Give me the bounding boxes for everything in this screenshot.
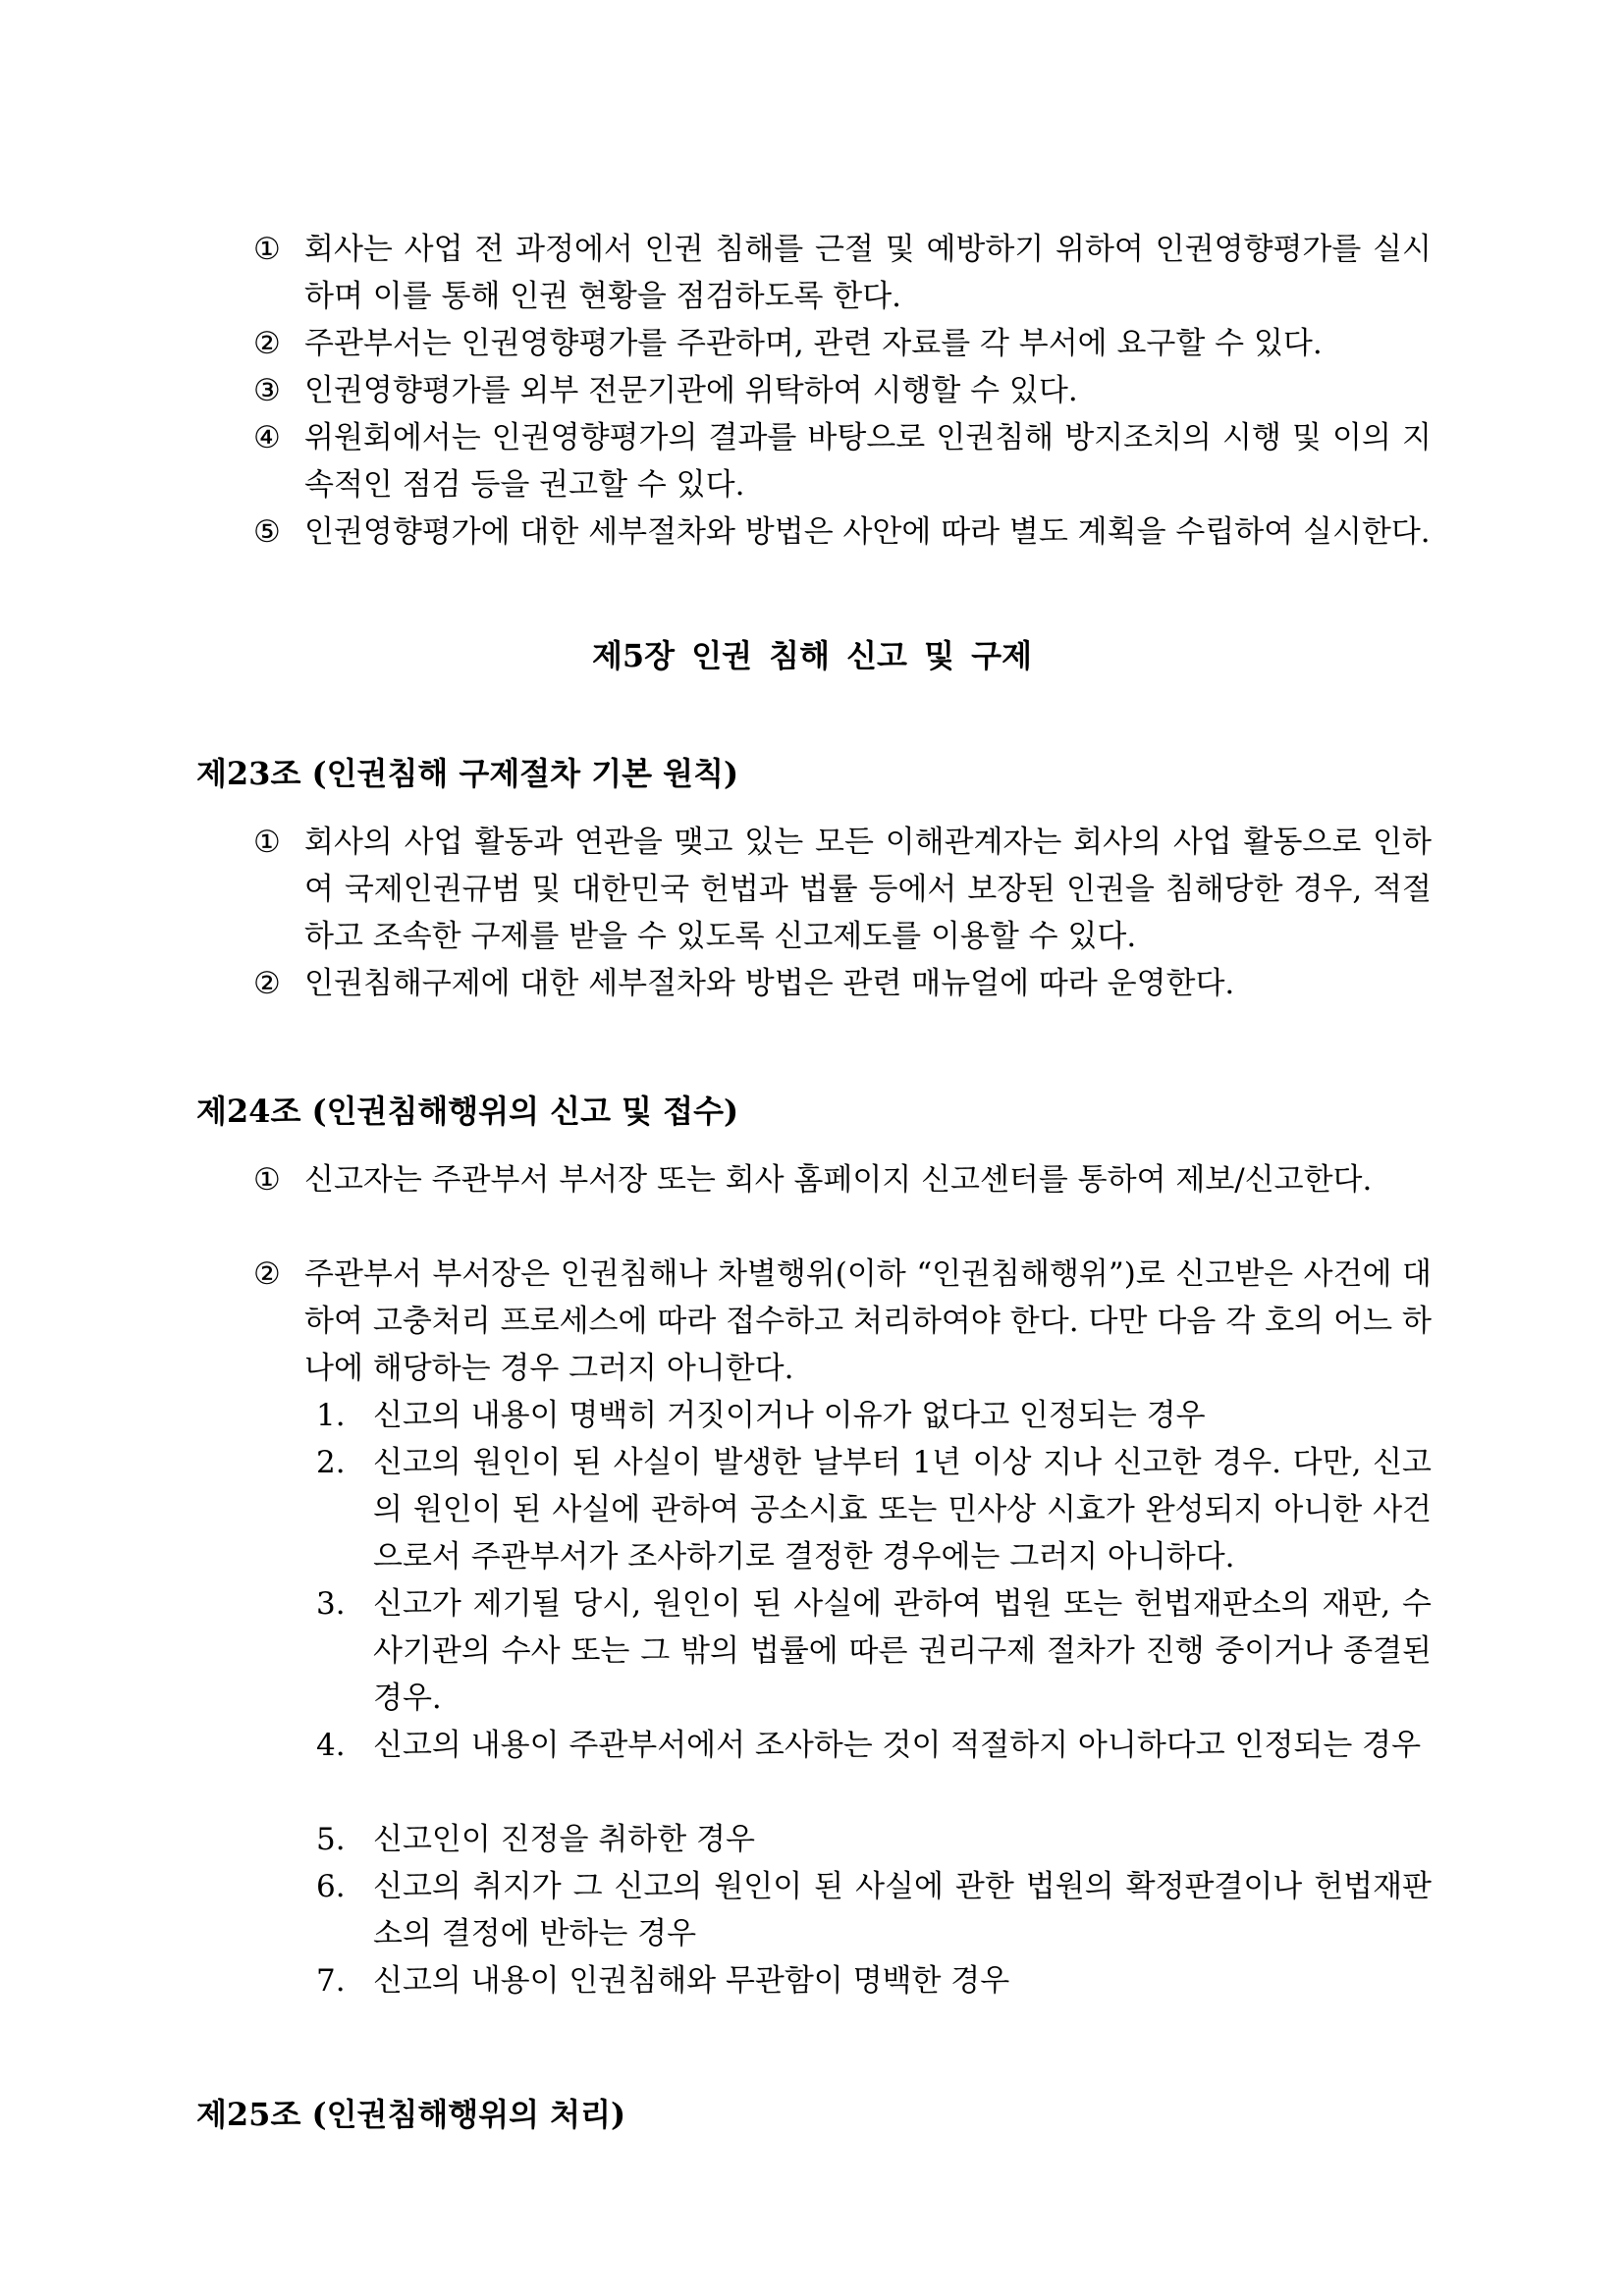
article-heading: 제24조 (인권침해행위의 신고 및 접수) (196, 1093, 739, 1130)
sub-item-text: 신고가 제기될 당시, 원인이 된 사실에 관하여 법원 또는 헌법재판소의 재판, 수사기관의 수사 또는 그 밖의 법률에 따른 권리구제 절차가 진행 중이거나 종결된 경우. (373, 1586, 1432, 1716)
item-marker: ② (253, 966, 281, 1001)
item-marker: ① (253, 1162, 281, 1198)
sub-item-text: 신고인이 진정을 취하한 경우 (373, 1822, 755, 1857)
sub-item-text: 신고의 취지가 그 신고의 원인이 된 사실에 관한 법원의 확정판결이나 헌법재판소의 결정에 반하는 경우 (373, 1869, 1432, 1951)
item-marker: ③ (253, 373, 281, 408)
item-marker: ① (253, 825, 281, 860)
item-marker: ⑤ (253, 514, 281, 550)
list-item (253, 414, 1432, 508)
item-marker: ② (253, 1256, 281, 1292)
sub-item-number: 2. (316, 1445, 346, 1480)
item-text: 회사의 사업 활동과 연관을 맺고 있는 모든 이해관계자는 회사의 사업 활동으로 인하여 국제인권규범 및 대한민국 헌법과 법률 등에서 보장된 인권을 침해당한 경우, 적절하고 조속한 구제를 받을 수 있도록 신고제도를 이용할 수 있다. (304, 825, 1432, 954)
list-item (253, 320, 1432, 367)
item-text: 인권영향평가에 대한 세부절차와 방법은 사안에 따라 별도 계획을 수립하여 실시한다. (304, 514, 1431, 550)
item-text: 위원회에서는 인권영향평가의 결과를 바탕으로 인권침해 방지조치의 시행 및 이의 지속적인 점검 등을 권고할 수 있다. (304, 420, 1432, 503)
list-item (253, 1251, 1432, 1392)
sub-list-item (316, 1580, 1432, 1722)
sub-list-item (316, 1957, 1432, 2004)
sub-list-item (316, 1863, 1432, 1957)
sub-item-number: 3. (316, 1586, 346, 1622)
item-text: 인권침해구제에 대한 세부절차와 방법은 관련 매뉴얼에 따라 운영한다. (304, 966, 1235, 1001)
item-text: 인권영향평가를 외부 전문기관에 위탁하여 시행할 수 있다. (304, 373, 1078, 408)
item-text: 회사는 사업 전 과정에서 인권 침해를 근절 및 예방하기 위하여 인권영향평가를 실시하며 이를 통해 인권 현황을 점검하도록 한다. (304, 232, 1432, 314)
sub-item-text: 신고의 내용이 인권침해와 무관함이 명백한 경우 (373, 1963, 1010, 1999)
list-item (253, 819, 1432, 960)
sub-item-text: 신고의 원인이 된 사실이 발생한 날부터 1년 이상 지나 신고한 경우. 다만, 신고의 원인이 된 사실에 관하여 공소시효 또는 민사상 시효가 완성되지 아니한 사건으로서 주관부서가 조사하기로 결정한 경우에는 그러지 아니하다. (373, 1445, 1432, 1575)
item-marker: ① (253, 232, 281, 267)
list-item (253, 1156, 1432, 1203)
sub-list-item (316, 1816, 1432, 1863)
sub-item-number: 7. (316, 1963, 346, 1999)
sub-item-number: 4. (316, 1728, 346, 1763)
list-item (253, 960, 1432, 1007)
item-marker: ④ (253, 420, 281, 455)
sub-list-item (316, 1439, 1432, 1580)
list-item (253, 508, 1432, 556)
sub-item-number: 5. (316, 1822, 346, 1857)
article-heading: 제25조 (인권침해행위의 처리) (196, 2096, 626, 2133)
item-text: 주관부서 부서장은 인권침해나 차별행위(이하 “인권침해행위”)로 신고받은 사건에 대하여 고충처리 프로세스에 따라 접수하고 처리하여야 한다. 다만 다음 각 호의 어느 하나에 해당하는 경우 그러지 아니한다. (304, 1256, 1432, 1386)
sub-item-number: 1. (316, 1398, 346, 1433)
sub-list-item (316, 1392, 1432, 1439)
sub-item-number: 6. (316, 1869, 346, 1904)
sub-list-item (316, 1722, 1432, 1769)
list-item (253, 367, 1432, 414)
item-text: 신고자는 주관부서 부서장 또는 회사 홈페이지 신고센터를 통하여 제보/신고한다. (304, 1162, 1373, 1198)
chapter-heading: 제5장 인권 침해 신고 및 구제 (591, 637, 1032, 674)
list-item (253, 226, 1432, 320)
sub-item-text: 신고의 내용이 주관부서에서 조사하는 것이 적절하지 아니하다고 인정되는 경우 (373, 1728, 1422, 1763)
sub-item-text: 신고의 내용이 명백히 거짓이거나 이유가 없다고 인정되는 경우 (373, 1398, 1206, 1433)
item-marker: ② (253, 326, 281, 361)
article-heading: 제23조 (인권침해 구제절차 기본 원칙) (196, 755, 739, 792)
item-text: 주관부서는 인권영향평가를 주관하며, 관련 자료를 각 부서에 요구할 수 있다. (304, 326, 1323, 361)
